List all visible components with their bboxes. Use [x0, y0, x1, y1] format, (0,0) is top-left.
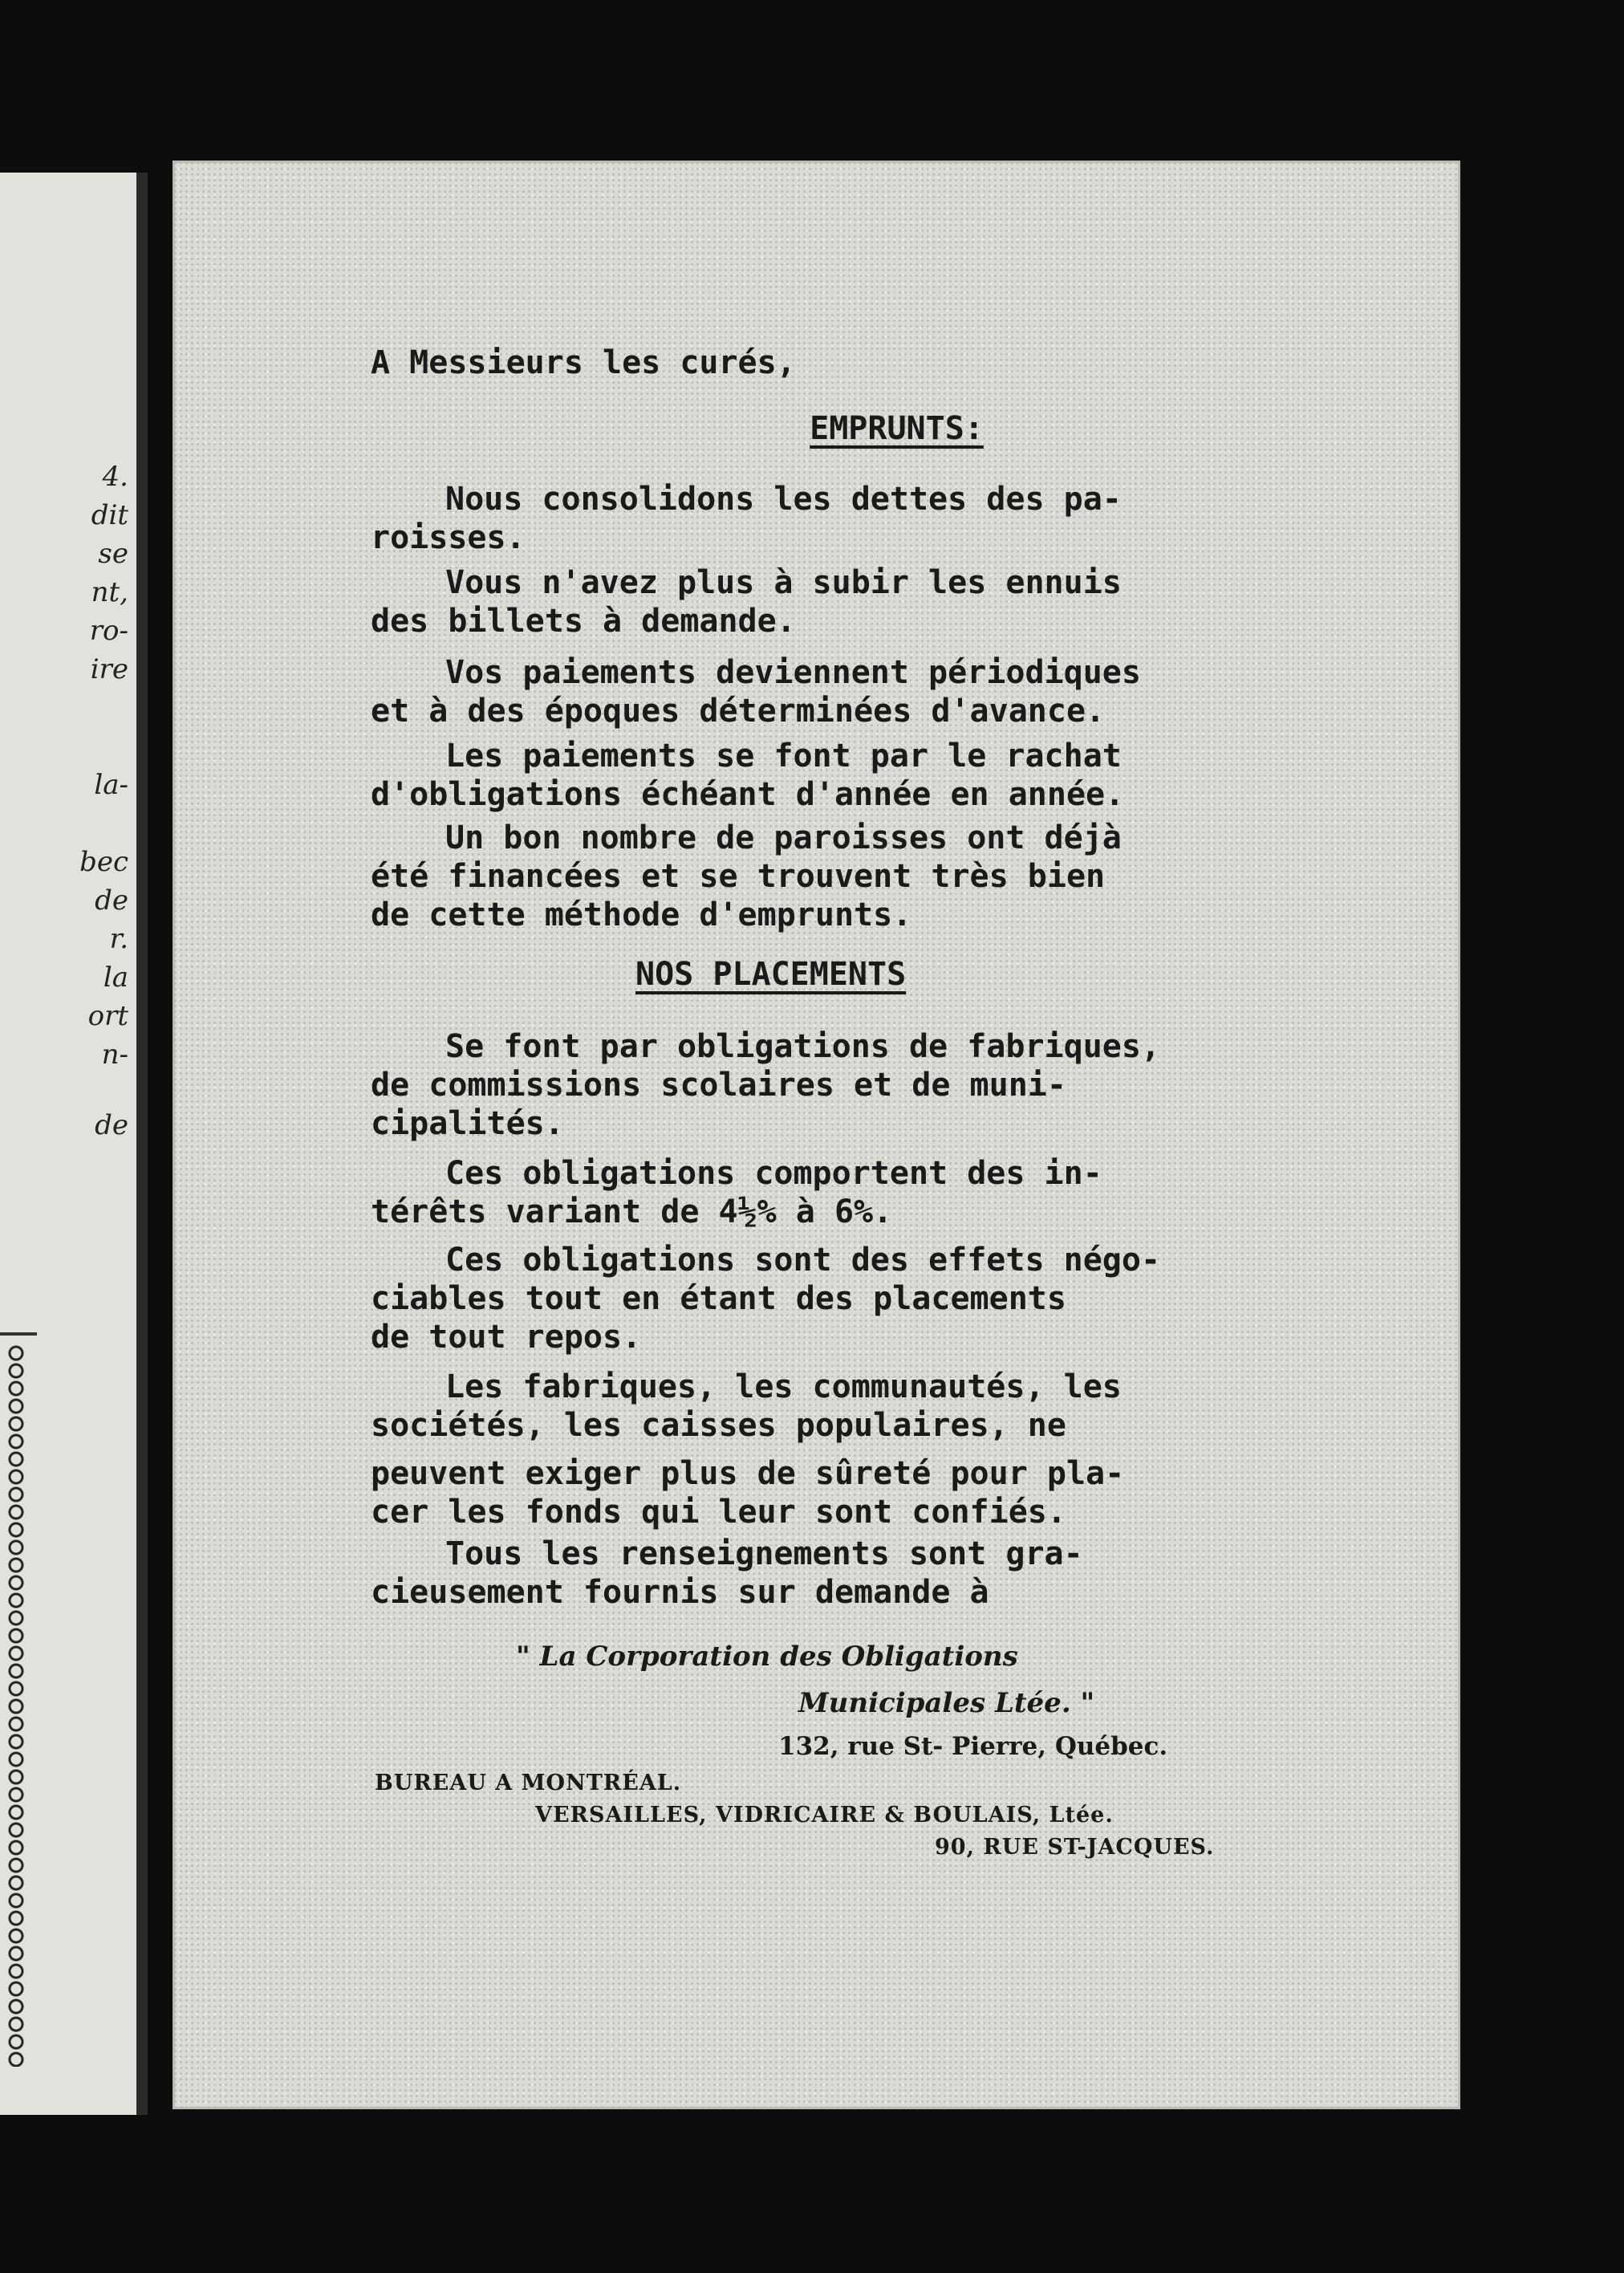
body-line: été financées et se trouvent très bien: [371, 858, 1106, 895]
edge-fragment: dit: [91, 499, 128, 531]
body-line: des billets à demande.: [371, 603, 796, 640]
body-line: sociétés, les caisses populaires, ne: [371, 1407, 1066, 1444]
signature-company-line1: " La Corporation des Obligations: [516, 1641, 1018, 1673]
body-line: et à des époques déterminées d'avance.: [371, 693, 1106, 730]
edge-fragment: 4.: [102, 461, 128, 493]
edge-fragment: ro-: [89, 615, 128, 647]
body-line: Un bon nombre de paroisses ont déjà: [445, 819, 1122, 856]
edge-fragment: de: [95, 884, 128, 917]
body-line: Les paiements se font par le rachat: [445, 738, 1122, 775]
signature-company-line2: Municipales Ltée. ": [798, 1687, 1095, 1719]
edge-fragment: r.: [109, 923, 128, 955]
body-line: peuvent exiger plus de sûreté pour pla-: [371, 1455, 1125, 1492]
edge-fragment: ire: [90, 653, 128, 685]
adjacent-page-edge: [0, 173, 148, 2115]
body-line: roisses.: [371, 519, 526, 556]
office-address: 90, RUE ST-JACQUES.: [935, 1835, 1215, 1860]
heading-placements: NOS PLACEMENTS: [635, 956, 907, 993]
body-line: Les fabriques, les communautés, les: [445, 1368, 1122, 1405]
body-line: Ces obligations comportent des in-: [445, 1155, 1102, 1192]
edge-fragment: ort: [87, 1000, 128, 1032]
office-label: BUREAU A MONTRÉAL.: [375, 1771, 682, 1795]
body-line: Nous consolidons les dettes des pa-: [445, 481, 1122, 518]
body-line: d'obligations échéant d'année en année.: [371, 776, 1125, 813]
edge-fragment: la: [103, 962, 128, 994]
body-line: cer les fonds qui leur sont confiés.: [371, 1494, 1066, 1531]
edge-fragment: n-: [101, 1039, 128, 1071]
body-line: cieusement fournis sur demande à: [371, 1574, 989, 1611]
edge-fragment: se: [98, 538, 128, 570]
body-line: Vous n'avez plus à subir les ennuis: [445, 564, 1122, 601]
body-line: Vos paiements deviennent périodiques: [445, 654, 1141, 691]
body-line: Ces obligations sont des effets négo-: [445, 1242, 1161, 1279]
body-line: térêts variant de 4½% à 6%.: [371, 1193, 893, 1230]
body-line: Se font par obligations de fabriques,: [445, 1028, 1161, 1065]
signature-address: 132, rue St- Pierre, Québec.: [778, 1732, 1168, 1761]
edge-fragment: la-: [94, 769, 128, 801]
document-page: [173, 161, 1460, 2109]
body-line: de cette méthode d'emprunts.: [371, 897, 912, 933]
divider: [0, 1332, 37, 1336]
edge-fragment: bec: [79, 846, 128, 878]
body-line: ciables tout en étant des placements: [371, 1280, 1066, 1317]
body-line: de commissions scolaires et de muni-: [371, 1067, 1066, 1104]
body-line: cipalités.: [371, 1105, 564, 1142]
adjacent-page-text: [0, 457, 128, 1145]
salutation: A Messieurs les curés,: [371, 344, 796, 381]
office-name: VERSAILLES, VIDRICAIRE & BOULAIS, Ltée.: [535, 1803, 1114, 1828]
chain-border-ornament: [6, 1344, 26, 2067]
heading-emprunts: EMPRUNTS:: [810, 410, 984, 447]
edge-fragment: nt,: [91, 576, 128, 608]
body-line: Tous les renseignements sont gra-: [445, 1535, 1083, 1572]
body-line: de tout repos.: [371, 1319, 642, 1356]
edge-fragment: de: [95, 1109, 128, 1141]
